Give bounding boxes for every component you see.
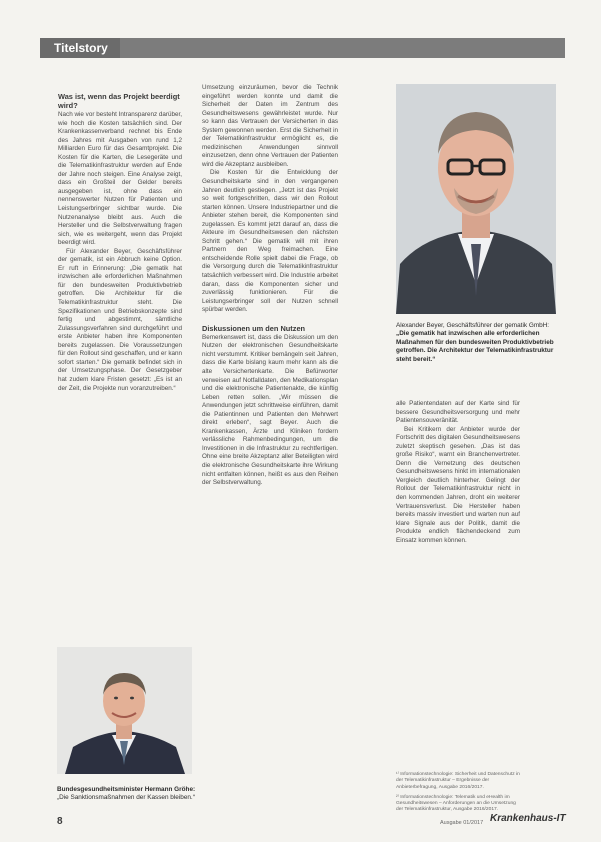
- caption-beyer: [396, 322, 556, 364]
- column1-paragraph: Für Alexander Beyer, Geschäftsführer der gematik, ist ein Abbruch keine Option. Er ruft in Erinnerung: „Die gematik hat inzwischen alle erforderlichen Maßnahmen für den bundesweiten Produktivbetrieb getroffen. Die Architektur für die Telematikinfrastruktur steht. Die Spezifikationen und Betriebskonzepte sind fertig und abgestimmt, sämtliche Zulassungsverfahren sind durchgeführt und erste Anbieter haben ihre Komponenten bereits zugelassen. Die Voraussetzungen für den Rollout sind geschaffen, und er kann sofort starten.“ Die gematik befindet sich in der Umsetzungsphase. Der Gesetzgeber hat zudem klare Fristen gesetzt: „Es ist an der Zeit, die Projekte nun voranzutreiben.“: [58, 247, 182, 392]
- issue-label: Ausgabe 01/2017: [440, 820, 484, 826]
- caption-beyer-quote: „Die gematik hat inzwischen alle erforderlichen Maßnahmen für den bundesweiten Produktivbetrieb getroffen. Die Architektur der Telematikinfrastruktur steht bereit.“: [396, 330, 554, 363]
- section-header-bar: [40, 38, 565, 58]
- section-label: Titelstory: [40, 38, 120, 58]
- footnote-2: ²⁾ Informationstechnologie: Telematik und eHealth im Gesundheitswesen – Anforderungen an die Umsetzung der Telematikinfrastruktur, Ausgabe 2016/2017.: [396, 794, 516, 813]
- caption-beyer-name: Alexander Beyer, Geschäftsführer der gematik GmbH:: [396, 322, 550, 329]
- column3-paragraph: alle Patientendaten auf der Karte sind für bessere Gesundheitsversorgung und mehr Patientensouveränität.: [396, 400, 520, 425]
- caption-groehe-name: Bundesgesundheitsminister Hermann Gröhe:: [57, 786, 196, 793]
- photo-groehe: [57, 647, 192, 774]
- footnote-1: ¹⁾ Informationstechnologie: Sicherheit und Datenschutz in der Telematikinfrastruktur – Ergebnisse der Anbieterbefragung, Ausgabe 2016/2017.: [396, 772, 520, 790]
- column2-paragraph: Umsetzung einzuräumen, bevor die Technik eingeführt werden konnte und damit die Sicherheit der Daten im Zentrum des Gesundheitswesens gewährleistet wurde. Nur so kann das Vertrauen der Versicherten in das System gewonnen werden. Erst die Sicherheit in der Telematikinfrastruktur ermöglicht es, die medizinischen Anwendungen sinnvoll einzusetzen, denn ohne Vertrauen der Patienten wird die Akzeptanz ausbleiben.: [202, 84, 338, 168]
- article-column-1: [58, 92, 182, 637]
- subheading-project-buried: Was ist, wenn das Projekt beerdigt wird?: [58, 92, 180, 110]
- photo-beyer: [396, 84, 556, 314]
- article-column-2: [202, 84, 338, 834]
- caption-groehe-quote: „Die Sanktionsmaßnahmen der Kassen bleiben.“: [57, 794, 195, 802]
- column3-paragraph: Bei Kritikern der Anbieter wurde der Fortschritt des digitalen Gesundheitswesens zuletzt skeptisch gesehen. „Das ist das große Risiko“, warnt ein Branchenvertreter. Denn die Vernetzung des deutschen Gesundheitswesens hinkt im internationalen Vergleich deutlich hinterher. Gelingt der Rollout der Telematikinfrastruktur nicht in den kommenden Jahren, droht ein weiterer Vertrauensverlust. Die Hersteller haben bereits massiv investiert und warten nun auf klare Signale aus der Politik, damit die Produkte endlich flächendeckend zum Einsatz kommen können.: [396, 425, 520, 544]
- portrait-groehe-illustration: [57, 647, 192, 774]
- column2-paragraph: Die Kosten für die Entwicklung der Gesundheitskarte sind in den vergangenen Jahren deutlich gestiegen. „Jetzt ist das Projekt so weit fortgeschritten, dass wir den Rollout starten können. Unsere Industriepartner und die Anbieter stehen bereit, die Komponenten sind zugelassen. Es kommt jetzt darauf an, dass die Akteure im Gesundheitswesen den nächsten Schritt gehen.“ Die gematik will mit ihren Partnern den Weg freimachen. Eine entscheidende Rolle spielt dabei die Frage, ob die Versorgung durch die Telematikinfrastruktur tatsächlich verbessert wird. Die Industrie arbeitet daran, dass die Komponenten sicher und zuverlässig funktionieren. Für die Leistungserbringer soll der Nutzen schnell spürbar werden.: [202, 169, 338, 314]
- column1-paragraph: Nach wie vor besteht Intransparenz darüber, wie hoch die Kosten tatsächlich sind. Der Krankenkassenverband rechnet bis Ende des Jahres mit Ausgaben von rund 1,2 Milliarden Euro für das Gesamtprojekt. Die Kosten für die Karten, die Lesegeräte und die Telematikinfrastruktur werden auf Ende der Jahre noch steigen. Eine Analyse zeigt, dass ein Großteil der Gelder bereits ausgegeben ist, ohne dass ein nennenswerter Nutzen für Patienten und Leistungserbringer sichtbar wurde. Die Nutzenanalyse bleibt aus. Auch die Hersteller und die Selbstverwaltung fragen sich, wie es weitergeht, wenn das Projekt beerdigt wird.: [58, 111, 182, 247]
- footnotes: [396, 772, 520, 818]
- article-column-3: [396, 400, 520, 770]
- caption-groehe: [57, 786, 197, 803]
- portrait-beyer-illustration: [396, 84, 556, 314]
- column2-paragraph: Bemerkenswert ist, dass die Diskussion um den Nutzen der elektronischen Gesundheitskarte nicht verstummt. Kritiker bemängeln seit Jahren, dass die Karte bislang kaum mehr kann als die alte Versichertenkarte. Die Befürworter verweisen auf Notfalldaten, den Medikationsplan und die elektronische Patientenakte, die künftig Leben retten sollen. „Wir müssen die Anwendungen jetzt schrittweise einführen, damit die Patientinnen und Patienten den Mehrwert direkt erleben“, sagt Beyer. Auch die Krankenkassen, Ärzte und Kliniken fordern verlässliche Rahmenbedingungen, um die Investitionen in die Infrastruktur zu rechtfertigen. Ohne eine breite Akzeptanz aller Beteiligten wird die elektronische Gesundheitskarte ihre Wirkung nicht entfalten können, heißt es aus den Reihen der Selbstverwaltung.: [202, 333, 338, 487]
- page-number: 8: [57, 816, 63, 827]
- magazine-brand-logo: Krankenhaus-IT: [490, 813, 566, 824]
- subheading-discussions: Diskussionen um den Nutzen: [202, 323, 306, 333]
